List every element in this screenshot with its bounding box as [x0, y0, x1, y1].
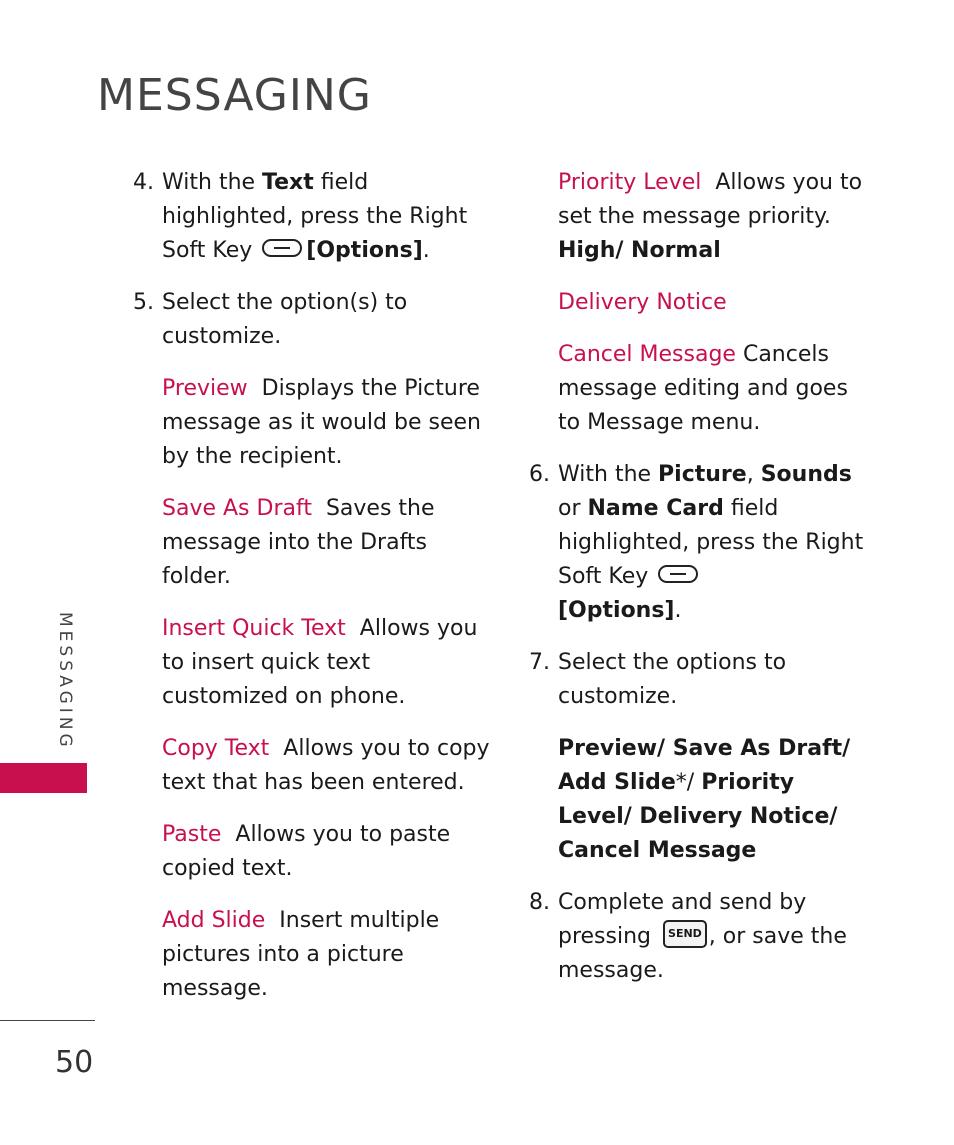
step-number: 4. [133, 170, 154, 195]
option-preview [162, 372, 493, 474]
options-list-star: */ [675, 770, 702, 795]
option-desc: Cancels message editing and goes to Message menu. [558, 342, 848, 435]
option-term: Cancel Message [558, 342, 736, 367]
step-text: Select the option(s) to customize. [162, 290, 408, 349]
step-text: With the [162, 170, 263, 195]
field-name-text: Text [262, 170, 314, 195]
send-key-icon: SEND [663, 920, 707, 948]
option-term: Preview [162, 376, 248, 401]
right-soft-key-icon [262, 239, 302, 257]
option-desc: Allows you to insert quick text customized on phone. [162, 616, 478, 709]
option-paste [162, 818, 493, 886]
field-name-sounds: Sounds [760, 462, 852, 487]
options-list-part: Priority Level/ Delivery Notice/ Cancel Message [558, 770, 838, 863]
option-delivery-notice [558, 286, 874, 320]
step-text: , [746, 462, 761, 487]
footer-divider [0, 1020, 95, 1021]
step-7-options-list [558, 732, 874, 868]
options-list-part: Preview/ Save As Draft/ Add Slide [558, 736, 851, 795]
field-name-picture: Picture [658, 462, 747, 487]
step-text: or [558, 496, 588, 521]
option-priority-level [558, 166, 874, 268]
step-text: Select the options to customize. [558, 650, 787, 709]
option-desc: Saves the message into the Drafts folder. [162, 496, 435, 589]
option-add-slide [162, 904, 493, 1006]
page-number: 50 [55, 1045, 94, 1080]
option-desc: Allows you to set the message priority. [558, 170, 863, 229]
step-number: 8. [529, 890, 550, 915]
step-text: Complete and send by pressing [558, 890, 807, 949]
step-text: field highlighted, press the Right Soft Key [162, 170, 468, 263]
page-title: MESSAGING [97, 70, 372, 121]
options-label: [Options] [306, 238, 423, 263]
step-number: 5. [133, 290, 154, 315]
option-term: Priority Level [558, 170, 702, 195]
options-label: [Options] [558, 598, 675, 623]
step-text: , or save the message. [558, 924, 847, 983]
right-soft-key-icon [658, 565, 698, 583]
field-name-name-card: Name Card [587, 496, 724, 521]
step-8 [529, 886, 874, 988]
step-6 [529, 458, 874, 628]
option-values: High/ Normal [558, 238, 721, 263]
option-desc: Insert multiple pictures into a picture message. [162, 908, 440, 1001]
step-number: 6. [529, 462, 550, 487]
option-insert-quick-text [162, 612, 493, 714]
option-desc: Allows you to copy text that has been entered. [162, 736, 490, 795]
option-term: Insert Quick Text [162, 616, 346, 641]
right-column [529, 166, 874, 1006]
step-text: With the [558, 462, 659, 487]
option-term: Save As Draft [162, 496, 312, 521]
option-save-as-draft [162, 492, 493, 594]
option-term: Paste [162, 822, 222, 847]
option-desc: Allows you to paste copied text. [162, 822, 451, 881]
step-4 [133, 166, 493, 268]
option-cancel-message [558, 338, 874, 440]
side-accent-bar [0, 763, 87, 793]
step-7 [529, 646, 874, 714]
option-term: Delivery Notice [558, 290, 727, 315]
step-text: field highlighted, press the Right Soft Key [558, 496, 864, 589]
step-text: . [674, 598, 682, 623]
option-desc: Displays the Picture message as it would be seen by the recipient. [162, 376, 481, 469]
side-section-label: MESSAGING [55, 612, 75, 751]
left-column [133, 166, 493, 1024]
step-5 [133, 286, 493, 354]
option-copy-text [162, 732, 493, 800]
option-term: Add Slide [162, 908, 266, 933]
option-term: Copy Text [162, 736, 270, 761]
step-text: . [422, 238, 430, 263]
step-number: 7. [529, 650, 550, 675]
